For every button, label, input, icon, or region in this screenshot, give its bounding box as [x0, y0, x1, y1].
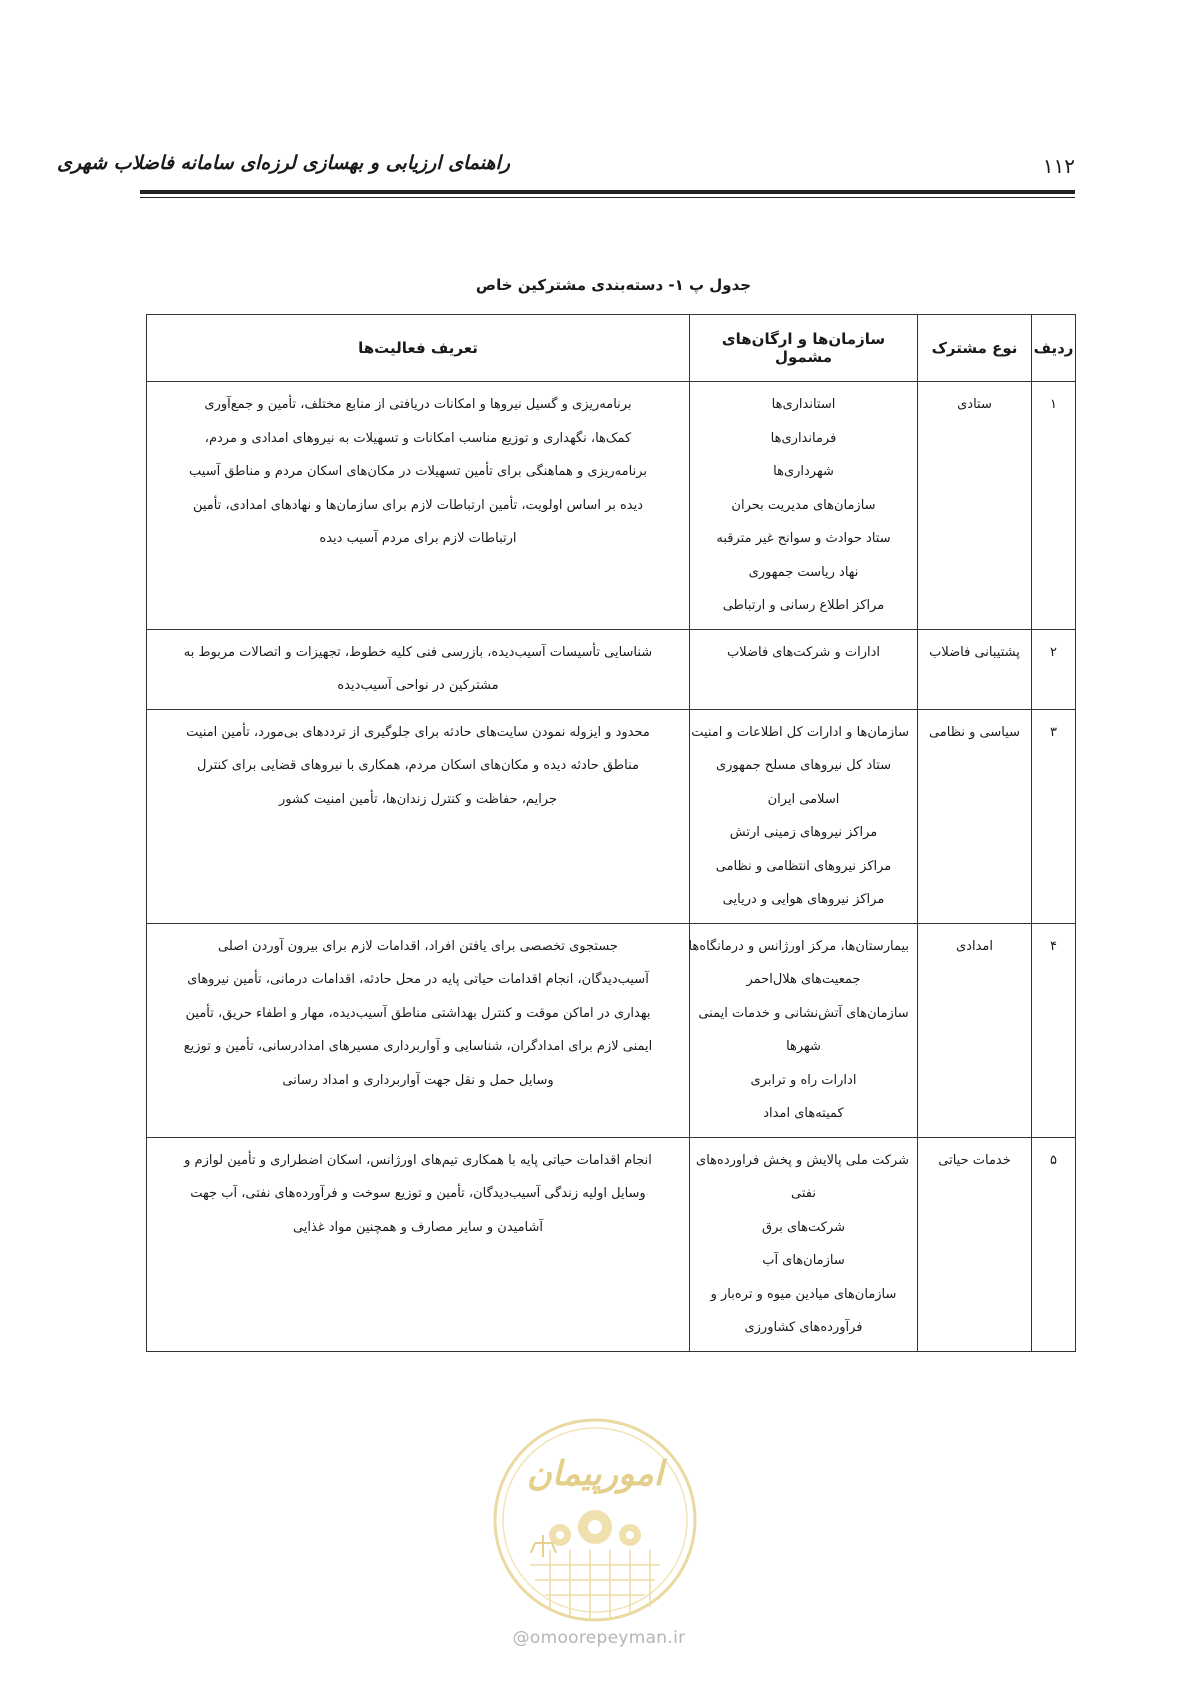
- header-row-number: ردیف: [1032, 315, 1076, 382]
- organization-line: ستاد کل نیروهای مسلح جمهوری: [715, 758, 892, 773]
- activity-line: کمک‌ها، نگهداری و توزیع مناسب امکانات و تسهیلات به نیروهای امدادی و مردم،: [204, 430, 632, 446]
- organization-line: ستاد حوادث و سوانح غیر مترقبه: [716, 531, 891, 546]
- organization-line: سازمان‌های آتش‌نشانی و خدمات ایمنی: [698, 1005, 909, 1021]
- activity-line: جرایم، حفاظت و کنترل زندان‌ها، تأمین امنیت کشور: [278, 791, 558, 807]
- organization-line: نفتی: [791, 1186, 816, 1201]
- table-row: [147, 709, 1076, 923]
- organization-line: ادارات و شرکت‌های فاضلاب: [726, 644, 881, 660]
- cell-organizations: [690, 382, 918, 630]
- page-number: ۱۱۲: [1042, 154, 1075, 178]
- activity-line: مناطق حادثه دیده و مکان‌های اسکان مردم، همکاری با نیروهای قضایی برای کنترل: [197, 758, 639, 773]
- activity-line: محدود و ایزوله نمودن سایت‌های حادثه برای جلوگیری از ترددهای بی‌مورد، تأمین امنیت: [186, 724, 650, 740]
- cell-activities: [147, 709, 690, 923]
- organization-line: شرکت ملی پالایش و پخش فراورده‌های: [696, 1152, 909, 1168]
- activity-line: بهداری در اماکن موقت و کنترل بهداشتی مناطق آسیب‌دیده، مهار و اطفاء حریق، تأمین: [185, 1005, 651, 1021]
- activity-line: آشامیدن و سایر مصارف و همچنین مواد غذایی: [292, 1219, 544, 1235]
- cell-subscriber-type: خدمات حیاتی: [918, 1137, 1032, 1351]
- organization-line: جمعیت‌های هلال‌احمر: [746, 972, 861, 987]
- organization-line: ادارات راه و ترابری: [750, 1072, 857, 1088]
- table-body: [147, 382, 1076, 1352]
- activity-line: شناسایی تأسیسات آسیب‌دیده، بازرسی فنی کلیه خطوط، تجهیزات و اتصالات مربوط به: [183, 644, 653, 660]
- running-title: راهنمای ارزیابی و بهسازی لرزه‌ای سامانه فاضلاب شهری: [57, 152, 510, 174]
- cell-subscriber-type: امدادی: [918, 923, 1032, 1137]
- activity-line: ارتباطات لازم برای مردم آسیب دیده: [319, 531, 517, 546]
- header-organizations: سازمان‌ها و ارگان‌های مشمول: [690, 315, 918, 382]
- activity-line: وسایل حمل و نقل جهت آواربرداری و امداد رسانی: [282, 1072, 554, 1088]
- table-row: [147, 629, 1076, 709]
- organization-line: اسلامی ایران: [767, 791, 840, 807]
- header-subscriber-type: نوع مشترک: [918, 315, 1032, 382]
- cell-row-number: ۲: [1032, 629, 1076, 709]
- cell-organizations: [690, 1137, 918, 1351]
- organization-line: بیمارستان‌ها، مرکز اورژانس و درمانگاه‌ها: [688, 938, 909, 954]
- cell-subscriber-type: سیاسی و نظامی: [918, 709, 1032, 923]
- cell-organizations: [690, 923, 918, 1137]
- organization-line: مراکز اطلاع رسانی و ارتباطی: [722, 598, 885, 613]
- cell-subscriber-type: ستادی: [918, 382, 1032, 630]
- organization-line: مراکز نیروهای هوایی و دریایی: [722, 892, 885, 907]
- activity-line: آسیب‌دیدگان، انجام اقدامات حیاتی پایه در محل حادثه، اقدامات درمانی، تأمین نیروهای: [187, 972, 649, 987]
- organization-line: فرمانداری‌ها: [770, 430, 837, 446]
- table-row: [147, 382, 1076, 630]
- activity-line: ایمنی لازم برای امدادگران، شناسایی و آواربرداری مسیرهای امدادرسانی، تأمین و توزیع: [183, 1039, 653, 1054]
- activity-line: انجام اقدامات حیاتی پایه با همکاری تیم‌های اورژانس، اسکان اضطراری و تأمین لوازم و: [184, 1152, 652, 1168]
- organization-line: نهاد ریاست جمهوری: [748, 564, 859, 580]
- organization-line: مراکز نیروهای زمینی ارتش: [729, 825, 878, 840]
- header-rule-thin: [140, 197, 1075, 198]
- cell-row-number: ۵: [1032, 1137, 1076, 1351]
- activity-line: وسایل اولیه زندگی آسیب‌دیدگان، تأمین و توزیع سوخت و فرآورده‌های نفتی، آب جهت: [190, 1186, 646, 1201]
- cell-activities: [147, 629, 690, 709]
- cell-row-number: ۴: [1032, 923, 1076, 1137]
- activity-line: جستجوی تخصصی برای یافتن افراد، اقدامات لازم برای بیرون آوردن اصلی: [218, 938, 618, 954]
- table-caption: جدول پ ۱- دسته‌بندی مشترکین خاص: [475, 276, 752, 294]
- cell-row-number: ۱: [1032, 382, 1076, 630]
- organization-line: شرکت‌های برق: [761, 1219, 846, 1235]
- subscriber-table: [146, 314, 1076, 1352]
- activity-line: مشترکین در نواحی آسیب‌دیده: [337, 678, 499, 693]
- organization-line: شهرداری‌ها: [773, 464, 834, 479]
- cell-subscriber-type: پشتیبانی فاضلاب: [918, 629, 1032, 709]
- organization-line: شهرها: [786, 1039, 821, 1054]
- table-header-row: [147, 315, 1076, 382]
- cell-organizations: [690, 629, 918, 709]
- organization-line: فرآورده‌های کشاورزی: [744, 1320, 863, 1335]
- organization-line: مراکز نیروهای انتظامی و نظامی: [715, 858, 892, 874]
- header-activities: تعریف فعالیت‌ها: [147, 315, 690, 382]
- watermark-url: @omoorepeyman.ir: [512, 1628, 686, 1648]
- organization-line: سازمان‌های میادین میوه و تره‌بار و: [710, 1286, 897, 1302]
- organization-line: کمیته‌های امداد: [763, 1106, 844, 1121]
- organization-line: استانداری‌ها: [771, 397, 836, 412]
- header-rule-thick: [140, 190, 1075, 194]
- activity-line: دیده بر اساس اولویت، تأمین ارتباطات لازم برای سازمان‌ها و نهادهای امدادی، تأمین: [192, 497, 644, 513]
- table-row: [147, 923, 1076, 1137]
- table-row: [147, 1137, 1076, 1351]
- organization-line: سازمان‌های آب: [762, 1253, 845, 1268]
- page-header: [57, 152, 1075, 182]
- organization-line: سازمان‌های مدیریت بحران: [731, 497, 876, 513]
- organization-line: سازمان‌ها و ادارات کل اطلاعات و امنیت: [691, 724, 909, 740]
- cell-row-number: ۳: [1032, 709, 1076, 923]
- watermark-logo: [490, 1415, 700, 1625]
- cell-organizations: [690, 709, 918, 923]
- cell-activities: [147, 1137, 690, 1351]
- cell-activities: [147, 923, 690, 1137]
- cell-activities: [147, 382, 690, 630]
- watermark-logo-text: امورپیمان: [526, 1454, 664, 1494]
- activity-line: برنامه‌ریزی و هماهنگی برای تأمین تسهیلات در مکان‌های اسکان مردم و مناطق آسیب: [189, 464, 647, 479]
- activity-line: برنامه‌ریزی و گسیل نیروها و امکانات دریافتی از منابع مختلف، تأمین و جمع‌آوری: [204, 397, 632, 412]
